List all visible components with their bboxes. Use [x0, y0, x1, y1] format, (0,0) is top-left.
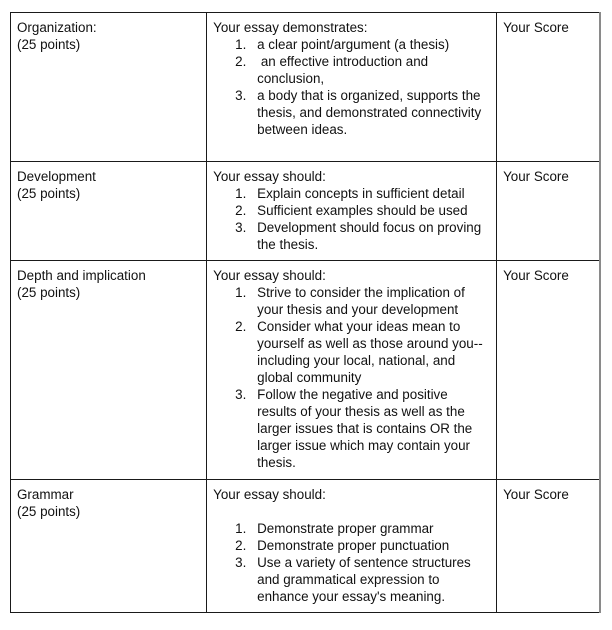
criteria-item: a body that is organized, supports the thesis, and demonstrated connectivity between ideas. [257, 88, 482, 137]
criteria-item: Development should focus on proving the thesis. [257, 220, 482, 252]
category-points: (25 points) [17, 186, 81, 201]
criteria-cell [207, 480, 497, 613]
criteria-list [213, 36, 490, 138]
score-label: Your Score [503, 268, 569, 283]
criteria-item: Consider what your ideas mean to yourself as well as those around you--including your local, national, and global community [257, 319, 483, 385]
rubric-row-grammar [11, 480, 601, 613]
criteria-list [213, 520, 490, 605]
score-label: Your Score [503, 487, 569, 502]
score-label: Your Score [503, 169, 569, 184]
criteria-list [213, 185, 490, 253]
category-cell [11, 13, 207, 162]
criteria-item: Sufficient examples should be used [257, 203, 468, 218]
criteria-list [213, 284, 490, 471]
score-cell [497, 261, 600, 480]
category-name: Development [17, 169, 96, 184]
category-cell [11, 162, 207, 261]
rubric-table [10, 12, 601, 613]
criteria-item: Demonstrate proper punctuation [257, 538, 450, 553]
category-points: (25 points) [17, 37, 81, 52]
criteria-intro: Your essay should: [213, 487, 326, 502]
criteria-item: Use a variety of sentence structures and grammatical expression to enhance your essay's meaning. [257, 555, 471, 604]
category-points: (25 points) [17, 504, 81, 519]
category-name: Organization: [17, 20, 97, 35]
score-label: Your Score [503, 20, 569, 35]
category-name: Grammar [17, 487, 74, 502]
criteria-item: Strive to consider the implication of your thesis and your development [257, 285, 465, 317]
category-points: (25 points) [17, 285, 81, 300]
rubric-row-development [11, 162, 601, 261]
category-cell [11, 261, 207, 480]
criteria-item: Demonstrate proper grammar [257, 521, 434, 536]
rubric-row-depth-and-implication [11, 261, 601, 480]
criteria-item: Follow the negative and positive results of your thesis as well as the larger issues that is contains OR the larger issue which may contain your thesis. [257, 387, 473, 470]
score-cell [497, 480, 600, 613]
criteria-intro: Your essay demonstrates: [213, 20, 368, 35]
criteria-item: a clear point/argument (a thesis) [257, 37, 450, 52]
score-cell [497, 13, 600, 162]
criteria-item: Explain concepts in sufficient detail [257, 186, 465, 201]
criteria-item: an effective introduction and conclusion, [257, 54, 429, 86]
category-name: Depth and implication [17, 268, 146, 283]
rubric-row-organization [11, 13, 601, 162]
criteria-cell [207, 13, 497, 162]
category-cell [11, 480, 207, 613]
criteria-intro: Your essay should: [213, 268, 326, 283]
criteria-cell [207, 162, 497, 261]
score-cell [497, 162, 600, 261]
criteria-intro: Your essay should: [213, 169, 326, 184]
criteria-cell [207, 261, 497, 480]
